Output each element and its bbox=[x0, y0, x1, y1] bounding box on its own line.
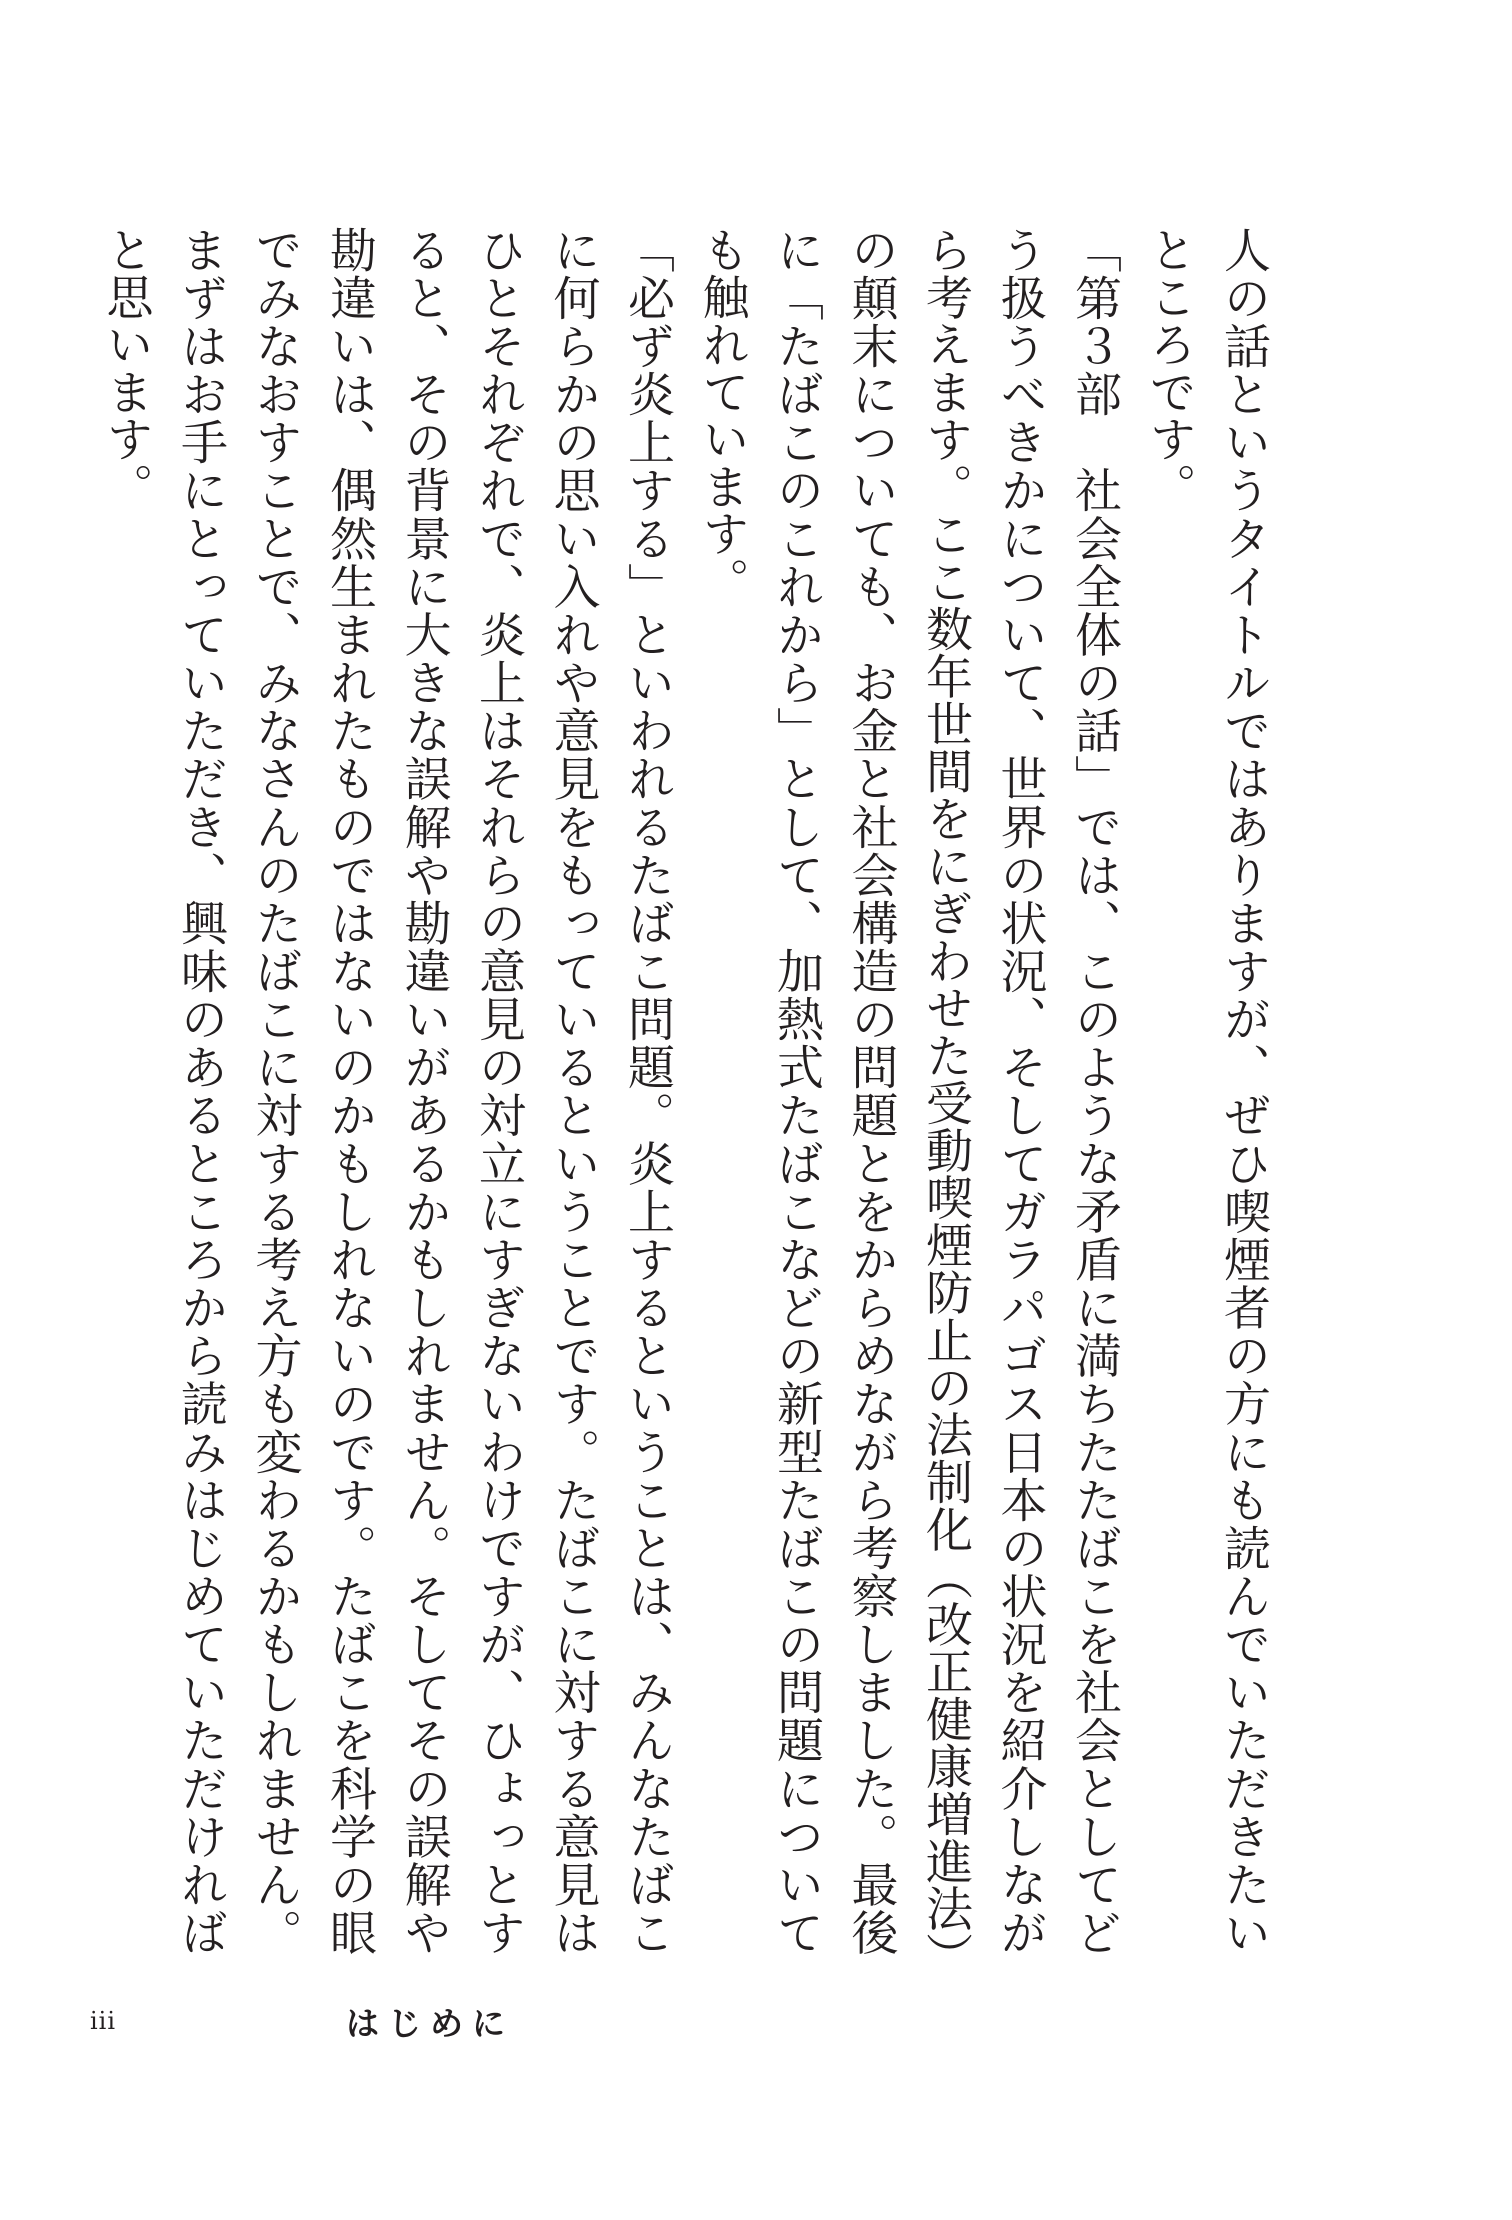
page-number: iii bbox=[90, 2007, 117, 2035]
paragraph-2: 「第３部 社会全体の話」では、このような矛盾に満ちたたばこを社会としてどう扱うべきかについて、世界の状況、そしてガラパゴス日本の状況を紹介しながら考えます。ここ数年世間をにぎわせた受動喫煙防止の法制化（改正健康増進法）の顛末についても、お金と社会構造の問題とをからめながら考察しました。最後に「たばこのこれから」として、加熱式たばこなどの新型たばこの問題についても触れています。 bbox=[694, 226, 1122, 1956]
body-text bbox=[88, 226, 1280, 1956]
paragraph-1: 人の話というタイトルではありますが、ぜひ喫煙者の方にも読んでいただきたいところです。 bbox=[1141, 226, 1271, 1956]
running-head: はじめに bbox=[346, 2004, 514, 2043]
paragraph-3: 「必ず炎上する」といわれるたばこ問題。炎上するということは、みんなたばこに何らかの思い入れや意見をもっているということです。たばこに対する意見はひとそれぞれで、炎上はそれらの意見の対立にすぎないわけですが、ひょっとすると、その背景に大きな誤解や勘違いがあるかもしれません。そしてその誤解や勘違いは、偶然生まれたものではないのかもしれないのです。たばこを科学の眼でみなおすことで、みなさんのたばこに対する考え方も変わるかもしれません。まずはお手にとっていただき、興味のあるところから読みはじめていただければと思います。 bbox=[98, 226, 675, 1956]
